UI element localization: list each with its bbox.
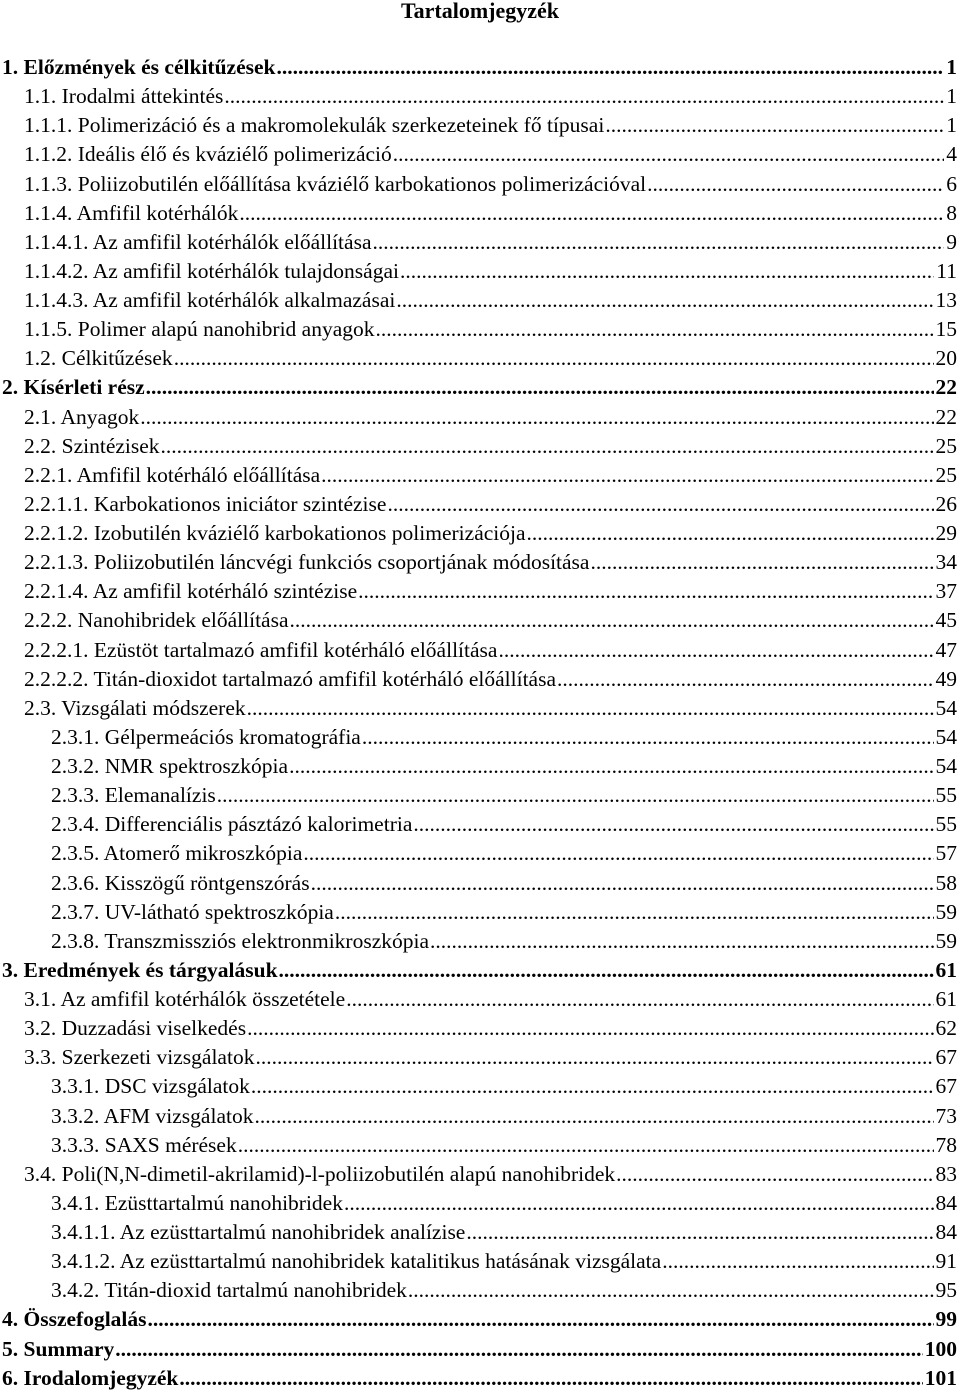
toc-entry-page-number: 15: [935, 317, 957, 342]
toc-entry-title: 2.3.4. Differenciális pásztázó kalorimetria: [51, 812, 413, 837]
dot-leader: [358, 577, 933, 606]
toc-entry-title: 3.4. Poli(N,N-dimetil-akrilamid)-l-poliizobutilén alapú nanohibridek: [24, 1161, 616, 1186]
toc-entry[interactable]: [0, 1335, 960, 1364]
toc-entry[interactable]: [0, 373, 960, 402]
toc-entry-title: 3. Eredmények és tárgyalásuk: [2, 957, 278, 982]
toc-entry[interactable]: [0, 1189, 960, 1218]
dot-leader: [373, 228, 945, 257]
toc-entry-title: 2.1. Anyagok: [24, 404, 140, 429]
toc-entry-title: 1.1.3. Poliizobutilén előállítása kváziélő karbokationos polimerizációval: [24, 171, 647, 196]
dot-leader: [217, 781, 934, 810]
toc-entry[interactable]: [0, 1364, 960, 1393]
toc-entry-page-number: 61: [935, 987, 957, 1011]
toc-entry[interactable]: [0, 810, 960, 839]
toc-entry-title: 1. Előzmények és célkitűzések: [2, 55, 276, 79]
toc-entry-page-number: 34: [935, 550, 957, 575]
toc-entry[interactable]: [0, 432, 960, 461]
dot-leader: [344, 1189, 934, 1218]
toc-list: [0, 53, 960, 1393]
toc-entry[interactable]: [0, 344, 960, 373]
toc-entry-page-number: 49: [935, 666, 957, 691]
dot-leader: [616, 1160, 933, 1189]
toc-entry-page-number: 8: [946, 200, 957, 225]
toc-entry-title: 3.3. Szerkezeti vizsgálatok: [24, 1045, 255, 1070]
toc-entry[interactable]: [0, 636, 960, 665]
toc-entry-title: 2.2.2.2. Titán-dioxidot tartalmazó amfifil kotérháló előállítása: [24, 666, 557, 691]
toc-entry-page-number: 83: [935, 1161, 957, 1186]
toc-entry-page-number: 47: [935, 637, 957, 662]
toc-entry-title: 1.1. Irodalmi áttekintés: [24, 84, 224, 109]
toc-entry-title: 2.3.6. Kisszögű röntgenszórás: [51, 870, 310, 895]
toc-entry[interactable]: [0, 548, 960, 577]
toc-entry-page-number: 54: [935, 724, 957, 749]
toc-entry-page-number: 58: [935, 870, 957, 895]
dot-leader: [321, 461, 933, 490]
toc-entry-page-number: 54: [935, 695, 957, 720]
toc-entry[interactable]: [0, 170, 960, 199]
toc-entry[interactable]: [0, 1276, 960, 1305]
toc-entry[interactable]: [0, 1072, 960, 1101]
dot-leader: [430, 927, 933, 956]
toc-entry-page-number: 37: [935, 579, 957, 604]
dot-leader: [254, 1102, 933, 1131]
dot-leader: [527, 519, 934, 548]
toc-entry[interactable]: [0, 927, 960, 956]
toc-entry-page-number: 100: [924, 1336, 957, 1361]
toc-entry-title: 2.3.1. Gélpermeációs kromatográfia: [51, 724, 361, 749]
toc-entry-title: 4. Összefoglalás: [2, 1307, 147, 1332]
toc-entry-page-number: 29: [935, 521, 957, 545]
toc-entry[interactable]: [0, 490, 960, 519]
toc-entry-title: 1.1.5. Polimer alapú nanohibrid anyagok: [24, 317, 375, 342]
toc-entry[interactable]: [0, 665, 960, 694]
toc-entry-page-number: 78: [935, 1132, 957, 1157]
toc-entry-page-number: 25: [935, 433, 957, 458]
toc-entry-title: 3.4.1. Ezüsttartalmú nanohibridek: [51, 1190, 343, 1215]
toc-entry-page-number: 54: [935, 754, 957, 778]
toc-entry-title: 2.3.8. Transzmissziós elektronmikroszkópia: [51, 928, 430, 953]
toc-entry[interactable]: [0, 519, 960, 548]
toc-entry-title: 3.1. Az amfifil kotérhálók összetétele: [24, 987, 346, 1011]
toc-entry[interactable]: [0, 577, 960, 606]
toc-entry-title: 3.3.2. AFM vizsgálatok: [51, 1103, 254, 1128]
toc-entry-page-number: 84: [935, 1220, 957, 1244]
toc-entry-page-number: 99: [935, 1307, 957, 1332]
toc-entry[interactable]: [0, 1102, 960, 1131]
dot-leader: [362, 723, 934, 752]
toc-entry[interactable]: [0, 1131, 960, 1160]
toc-entry[interactable]: [0, 286, 960, 315]
toc-entry-page-number: 73: [935, 1103, 957, 1128]
dot-leader: [179, 1364, 922, 1393]
dot-leader: [387, 490, 933, 519]
toc-entry[interactable]: [0, 257, 960, 286]
toc-entry-title: 1.1.2. Ideális élő és kváziélő polimerizáció: [24, 142, 392, 167]
toc-entry-title: 3.2. Duzzadási viselkedés: [24, 1016, 247, 1041]
toc-entry[interactable]: [0, 781, 960, 810]
toc-entry[interactable]: [0, 403, 960, 432]
toc-entry[interactable]: [0, 1247, 960, 1276]
toc-entry-page-number: 59: [935, 899, 957, 924]
toc-entry-page-number: 11: [936, 258, 957, 283]
dot-leader: [161, 432, 934, 461]
toc-entry-page-number: 22: [935, 404, 957, 429]
toc-entry[interactable]: [0, 694, 960, 723]
toc-entry-page-number: 1: [946, 55, 957, 79]
toc-entry-title: 2.2.1.3. Poliizobutilén láncvégi funkciós csoportjának módosítása: [24, 550, 590, 575]
dot-leader: [255, 1043, 933, 1072]
toc-entry-page-number: 55: [935, 783, 957, 808]
toc-entry[interactable]: [0, 228, 960, 257]
toc-entry-title: 2.2. Szintézisek: [24, 433, 160, 458]
toc-entry[interactable]: [0, 82, 960, 111]
toc-entry-title: 2.3.7. UV-látható spektroszkópia: [51, 899, 334, 924]
toc-entry-title: 2.2.1.1. Karbokationos iniciátor szintézise: [24, 491, 387, 516]
toc-entry-page-number: 59: [935, 928, 957, 953]
toc-entry-title: 1.1.4.2. Az amfifil kotérhálók tulajdonságai: [24, 258, 399, 283]
toc-entry-page-number: 6: [946, 171, 957, 196]
toc-entry-title: 1.1.4.1. Az amfifil kotérhálók előállítása: [24, 229, 372, 254]
toc-entry-page-number: 1: [946, 84, 957, 109]
toc-entry[interactable]: [0, 752, 960, 781]
toc-entry-page-number: 20: [935, 346, 957, 371]
toc-entry-page-number: 67: [935, 1045, 957, 1070]
toc-entry-page-number: 67: [935, 1074, 957, 1099]
dot-leader: [251, 1072, 934, 1101]
dot-leader: [238, 1131, 934, 1160]
toc-entry[interactable]: [0, 606, 960, 635]
toc-entry-title: 2.2.1.2. Izobutilén kváziélő karbokationos polimerizációja: [24, 521, 526, 545]
dot-leader: [662, 1247, 933, 1276]
toc-entry-page-number: 84: [935, 1190, 957, 1215]
toc-entry-title: 2.3. Vizsgálati módszerek: [24, 695, 246, 720]
dot-leader: [224, 82, 944, 111]
toc-entry-page-number: 13: [935, 288, 957, 312]
toc-entry-title: 3.4.1.1. Az ezüsttartalmú nanohibridek analízise: [51, 1220, 466, 1244]
toc-entry-title: 3.3.3. SAXS mérések: [51, 1132, 237, 1157]
dot-leader: [146, 373, 934, 402]
page-title: Tartalomjegyzék: [400, 0, 560, 23]
toc-entry[interactable]: [0, 985, 960, 1014]
dot-leader: [311, 869, 934, 898]
toc-entry-page-number: 1: [946, 113, 957, 138]
dot-leader: [346, 985, 933, 1014]
toc-entry-title: 2.2.1. Amfifil kotérháló előállítása: [24, 462, 321, 487]
toc-entry-page-number: 57: [935, 841, 957, 866]
dot-leader: [239, 199, 944, 228]
dot-leader: [290, 606, 934, 635]
toc-entry-title: 2.2.1.4. Az amfifil kotérháló szintézise: [24, 579, 358, 604]
toc-entry-title: 2.3.5. Atomerő mikroszkópia: [51, 841, 303, 866]
toc-entry-title: 1.1.1. Polimerizáció és a makromolekulák szerkezeteinek fő típusai: [24, 113, 605, 138]
toc-entry-page-number: 95: [935, 1278, 957, 1303]
dot-leader: [148, 1305, 934, 1334]
dot-leader: [277, 53, 945, 82]
toc-entry-page-number: 62: [935, 1016, 957, 1041]
toc-entry-page-number: 22: [935, 375, 957, 400]
dot-leader: [393, 140, 944, 169]
dot-leader: [335, 898, 934, 927]
dot-leader: [498, 636, 933, 665]
dot-leader: [396, 286, 933, 315]
toc-entry-title: 2.2.2. Nanohibridek előállítása: [24, 608, 289, 633]
dot-leader: [590, 548, 933, 577]
dot-leader: [174, 344, 934, 373]
dot-leader: [557, 665, 933, 694]
dot-leader: [413, 810, 933, 839]
toc-entry[interactable]: [0, 1160, 960, 1189]
dot-leader: [466, 1218, 933, 1247]
toc-entry[interactable]: [0, 839, 960, 868]
dot-leader: [605, 111, 944, 140]
dot-leader: [140, 403, 933, 432]
toc-entry-title: 6. Irodalomjegyzék: [2, 1365, 179, 1390]
toc-entry[interactable]: [0, 111, 960, 140]
toc-entry-page-number: 45: [935, 608, 957, 633]
toc-entry[interactable]: [0, 956, 960, 985]
dot-leader: [247, 694, 934, 723]
toc-entry[interactable]: [0, 898, 960, 927]
dot-leader: [408, 1276, 934, 1305]
dot-leader: [376, 315, 934, 344]
toc-entry-title: 2.3.3. Elemanalízis: [51, 783, 216, 808]
toc-entry-title: 2.3.2. NMR spektroszkópia: [51, 754, 289, 778]
dot-leader: [647, 170, 944, 199]
toc-entry[interactable]: [0, 199, 960, 228]
dot-leader: [115, 1335, 922, 1364]
toc-entry-title: 3.4.2. Titán-dioxid tartalmú nanohibridek: [51, 1278, 407, 1303]
dot-leader: [289, 752, 933, 781]
dot-leader: [279, 956, 934, 985]
toc-entry[interactable]: [0, 461, 960, 490]
toc-entry-title: 3.4.1.2. Az ezüsttartalmú nanohibridek katalitikus hatásának vizsgálata: [51, 1249, 662, 1274]
toc-entry-page-number: 61: [935, 957, 957, 982]
toc-entry-title: 2. Kísérleti rész: [2, 375, 145, 400]
toc-entry-page-number: 26: [935, 491, 957, 516]
toc-entry[interactable]: [0, 53, 960, 82]
dot-leader: [400, 257, 934, 286]
toc-entry-title: 1.1.4. Amfifil kotérhálók: [24, 200, 239, 225]
toc-entry[interactable]: [0, 140, 960, 169]
toc-entry-title: 5. Summary: [2, 1336, 115, 1361]
dot-leader: [303, 839, 933, 868]
toc-entry[interactable]: [0, 1218, 960, 1247]
toc-entry-page-number: 4: [946, 142, 957, 167]
toc-entry-title: 2.2.2.1. Ezüstöt tartalmazó amfifil kotérháló előállítása: [24, 637, 498, 662]
dot-leader: [247, 1014, 933, 1043]
toc-entry-title: 3.3.1. DSC vizsgálatok: [51, 1074, 250, 1099]
toc-entry[interactable]: [0, 1014, 960, 1043]
toc-entry-title: 1.1.4.3. Az amfifil kotérhálók alkalmazásai: [24, 288, 396, 312]
toc-entry-page-number: 101: [924, 1365, 957, 1390]
toc-entry[interactable]: [0, 1305, 960, 1334]
toc-entry-page-number: 55: [935, 812, 957, 837]
toc-entry[interactable]: [0, 1043, 960, 1072]
toc-entry[interactable]: [0, 315, 960, 344]
toc-entry-page-number: 9: [946, 229, 957, 254]
toc-entry-page-number: 25: [935, 462, 957, 487]
toc-entry-page-number: 91: [935, 1249, 957, 1274]
toc-entry[interactable]: [0, 869, 960, 898]
toc-entry[interactable]: [0, 723, 960, 752]
toc-entry-title: 1.2. Célkitűzések: [24, 346, 173, 371]
